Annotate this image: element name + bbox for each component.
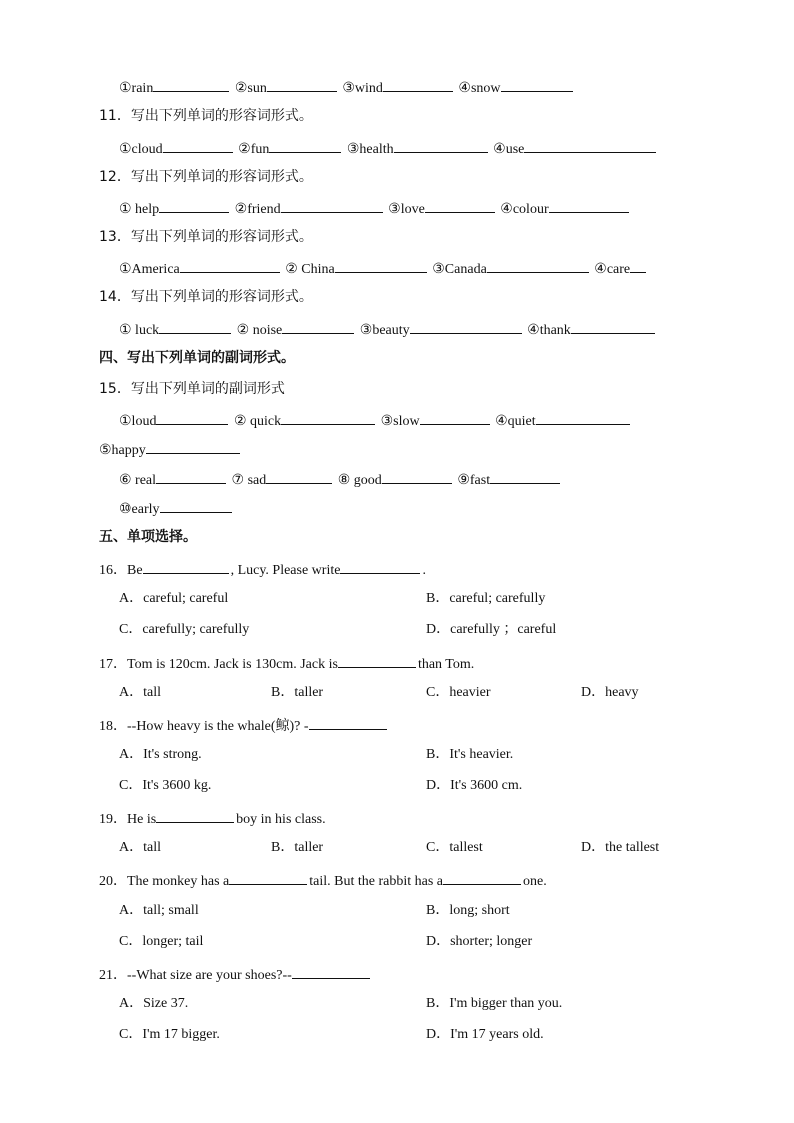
- q15-item-7: ⑦ sad: [231, 473, 267, 488]
- q21-stem-part: 21．--What size are your shoes?--: [99, 968, 292, 983]
- answer-blank[interactable]: [163, 137, 233, 153]
- answer-blank[interactable]: [159, 318, 231, 334]
- q18-option-b[interactable]: B．It's heavier.: [426, 747, 514, 762]
- answer-blank[interactable]: [425, 197, 495, 213]
- answer-blank[interactable]: [394, 137, 488, 153]
- q15-items-row-3: [119, 468, 562, 491]
- answer-blank[interactable]: [146, 438, 240, 454]
- q14-items-row: [119, 318, 657, 341]
- q16-stem-part: .: [422, 563, 426, 578]
- q17-stem-part: than Tom.: [417, 657, 475, 672]
- q15-items-row-1: [119, 409, 632, 432]
- answer-blank[interactable]: [487, 257, 589, 273]
- answer-blank[interactable]: [282, 318, 354, 334]
- q10-item-3: ③wind: [342, 81, 383, 96]
- q20-stem-part: one.: [523, 874, 547, 889]
- q15-items-row-4: [119, 497, 234, 520]
- answer-blank[interactable]: [281, 409, 375, 425]
- q11-items-row: [119, 137, 658, 160]
- q15-item-10: ⑩early: [119, 502, 160, 517]
- answer-blank[interactable]: [266, 468, 332, 484]
- q19-option-a[interactable]: A．tall: [119, 840, 161, 855]
- q10-items-row: [119, 76, 575, 99]
- answer-blank[interactable]: [156, 409, 228, 425]
- q16-option-b[interactable]: B．careful; carefully: [426, 591, 546, 606]
- q11-item-4: ④use: [493, 142, 525, 157]
- q21-option-b[interactable]: B．I'm bigger than you.: [426, 996, 563, 1011]
- q16-option-d[interactable]: D．carefully ；careful: [426, 622, 557, 637]
- answer-blank[interactable]: [549, 197, 629, 213]
- q13-items-row: [119, 257, 648, 280]
- q20-stem-part: tail. But the rabbit has a: [309, 874, 443, 889]
- q16-stem-part: 16．Be: [99, 563, 143, 578]
- answer-blank[interactable]: [420, 409, 490, 425]
- q19-stem: [99, 807, 326, 830]
- q17-stem: [99, 652, 474, 675]
- answer-blank[interactable]: [443, 869, 521, 885]
- q21-option-d[interactable]: D．I'm 17 years old.: [426, 1027, 544, 1042]
- section-heading-5: 五、单项选择。: [99, 529, 197, 545]
- q17-option-a[interactable]: A．tall: [119, 685, 161, 700]
- q13-item-3: ③Canada: [432, 262, 487, 277]
- q21-option-c[interactable]: C．I'm 17 bigger.: [119, 1027, 220, 1042]
- q14-item-3: ③beauty: [359, 323, 410, 338]
- q14-item-2: ② noise: [236, 323, 283, 338]
- q15-item-5: ⑤happy: [99, 443, 146, 458]
- q18-option-c[interactable]: C．It's 3600 kg.: [119, 778, 212, 793]
- q14-title: 14．写出下列单词的形容词形式。: [99, 289, 313, 305]
- q19-option-b[interactable]: B．taller: [271, 840, 324, 855]
- answer-blank[interactable]: [630, 257, 646, 273]
- q15-item-9: ⑨fast: [457, 473, 491, 488]
- answer-blank[interactable]: [229, 869, 307, 885]
- q15-item-6: ⑥ real: [119, 473, 157, 488]
- q12-items-row: [119, 197, 631, 220]
- answer-blank[interactable]: [269, 137, 341, 153]
- q13-item-2: ② China: [285, 262, 335, 277]
- answer-blank[interactable]: [571, 318, 655, 334]
- q21-stem: [99, 963, 372, 986]
- q12-item-1: ① help: [119, 202, 160, 217]
- q16-stem-part: , Lucy. Please write: [230, 563, 341, 578]
- answer-blank[interactable]: [143, 558, 229, 574]
- q12-item-3: ③love: [388, 202, 425, 217]
- q17-option-c[interactable]: C．heavier: [426, 685, 491, 700]
- answer-blank[interactable]: [156, 807, 234, 823]
- answer-blank[interactable]: [524, 137, 656, 153]
- answer-blank[interactable]: [292, 963, 370, 979]
- q17-option-b[interactable]: B．taller: [271, 685, 324, 700]
- answer-blank[interactable]: [490, 468, 560, 484]
- q12-title: 12．写出下列单词的形容词形式。: [99, 169, 313, 185]
- q11-title: 11．写出下列单词的形容词形式。: [99, 108, 313, 124]
- answer-blank[interactable]: [501, 76, 573, 92]
- q10-item-2: ②sun: [234, 81, 267, 96]
- q12-item-4: ④colour: [500, 202, 549, 217]
- answer-blank[interactable]: [160, 497, 232, 513]
- q11-item-2: ②fun: [238, 142, 270, 157]
- q15-item-2: ② quick: [233, 414, 282, 429]
- q14-item-1: ① luck: [119, 323, 160, 338]
- q16-option-a[interactable]: A．careful; careful: [119, 591, 229, 606]
- q20-option-c[interactable]: C．longer; tail: [119, 934, 204, 949]
- q16-stem: [99, 558, 426, 581]
- q20-stem-part: 20．The monkey has a: [99, 874, 230, 889]
- q20-stem: [99, 869, 547, 892]
- q18-stem: [99, 714, 389, 737]
- q17-stem-part: 17．Tom is 120cm. Jack is 130cm. Jack is: [99, 657, 338, 672]
- q15-items-row-2: [99, 438, 242, 461]
- q10-item-1: ①rain: [119, 81, 154, 96]
- answer-blank[interactable]: [159, 197, 229, 213]
- q15-item-3: ③slow: [380, 414, 420, 429]
- q15-title: 15．写出下列单词的副词形式: [99, 381, 285, 397]
- q16-option-c[interactable]: C．carefully; carefully: [119, 622, 250, 637]
- answer-blank[interactable]: [383, 76, 453, 92]
- q20-option-d[interactable]: D．shorter; longer: [426, 934, 533, 949]
- q11-item-3: ③health: [346, 142, 394, 157]
- q19-stem-part: 19．He is: [99, 812, 157, 827]
- answer-blank[interactable]: [180, 257, 280, 273]
- q15-item-4: ④quiet: [495, 414, 536, 429]
- answer-blank[interactable]: [335, 257, 427, 273]
- q13-title: 13．写出下列单词的形容词形式。: [99, 229, 313, 245]
- q13-item-1: ①America: [119, 262, 180, 277]
- q12-item-2: ②friend: [234, 202, 281, 217]
- q18-option-d[interactable]: D．It's 3600 cm.: [426, 778, 523, 793]
- q15-item-1: ①loud: [119, 414, 157, 429]
- q19-stem-part: boy in his class.: [236, 812, 326, 827]
- answer-blank[interactable]: [382, 468, 452, 484]
- q20-option-a[interactable]: A．tall; small: [119, 903, 199, 918]
- answer-blank[interactable]: [338, 652, 416, 668]
- q14-item-4: ④thank: [527, 323, 571, 338]
- answer-blank[interactable]: [267, 76, 337, 92]
- answer-blank[interactable]: [536, 409, 630, 425]
- section-heading-4: 四、写出下列单词的副词形式。: [99, 350, 295, 366]
- q15-item-8: ⑧ good: [337, 473, 382, 488]
- answer-blank[interactable]: [410, 318, 522, 334]
- q21-option-a[interactable]: A．Size 37.: [119, 996, 189, 1011]
- q17-option-d[interactable]: D．heavy: [581, 685, 639, 700]
- q13-item-4: ④care: [594, 262, 631, 277]
- q18-option-a[interactable]: A．It's strong.: [119, 747, 202, 762]
- q19-option-c[interactable]: C．tallest: [426, 840, 483, 855]
- answer-blank[interactable]: [309, 714, 387, 730]
- q18-stem-part: 18．--How heavy is the whale(鲸)? -: [99, 719, 309, 734]
- q20-option-b[interactable]: B．long; short: [426, 903, 510, 918]
- q11-item-1: ①cloud: [119, 142, 163, 157]
- q19-option-d[interactable]: D．the tallest: [581, 840, 660, 855]
- answer-blank[interactable]: [340, 558, 420, 574]
- answer-blank[interactable]: [281, 197, 383, 213]
- answer-blank[interactable]: [156, 468, 226, 484]
- answer-blank[interactable]: [153, 76, 229, 92]
- q10-item-4: ④snow: [458, 81, 501, 96]
